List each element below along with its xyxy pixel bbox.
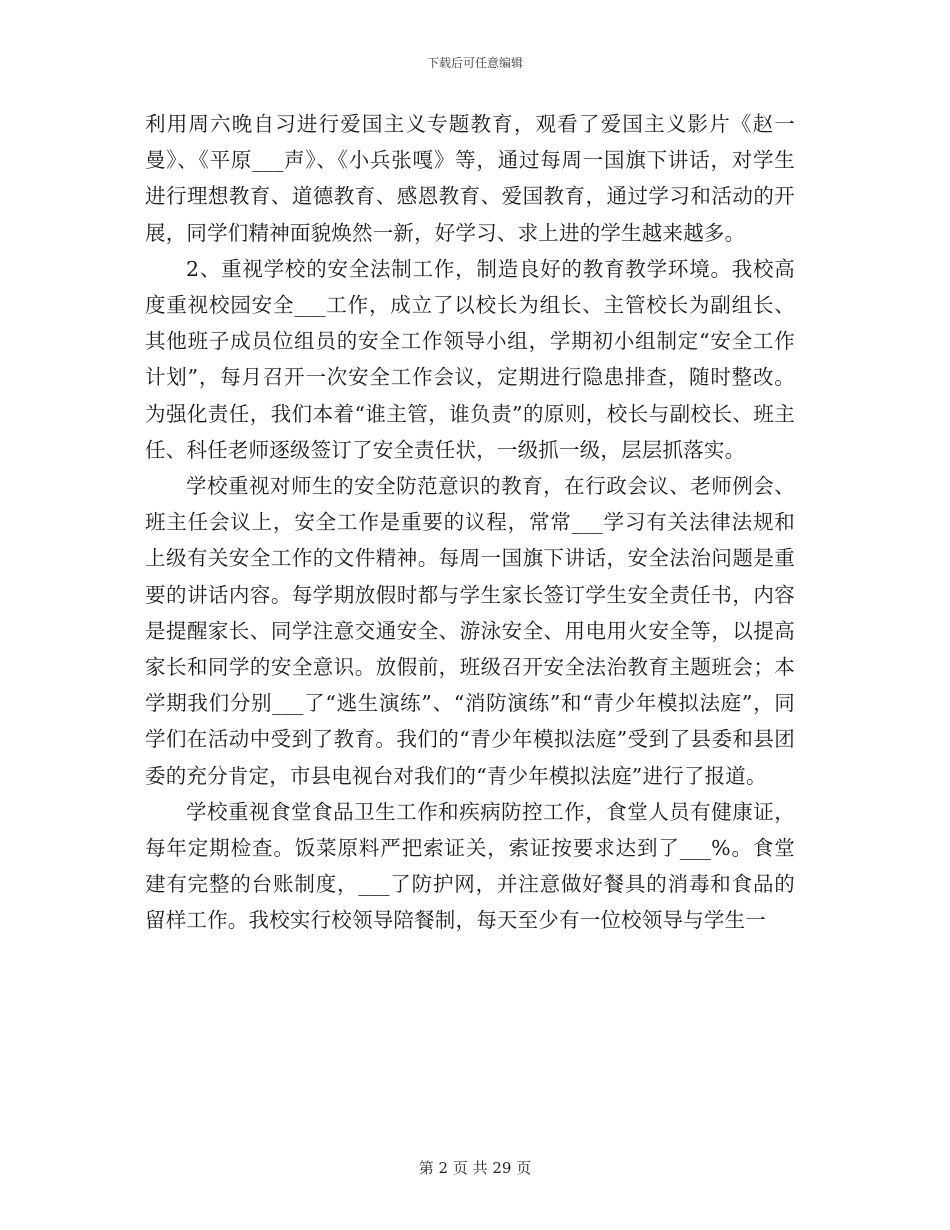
paragraph-3: 学校重视对师生的安全防范意识的教育，在行政会议、老师例会、班主任会议上，安全工作是重要的议程，常常___学习有关法律法规和上级有关安全工作的文件精神。每周一国旗下讲话，安全法治问题是重要的讲话内容。每学期放假时都与学生家长签订学生安全责任书，内容是提醒家长、同学注意交通安全、游泳安全、用电用火安全等，以提高家长和同学的安全意识。放假前，班级召开安全法治教育主题班会；本学期我们分别___了“逃生演练”、“消防演练”和“青少年模拟法庭”，同学们在活动中受到了教育。我们的“青少年模拟法庭”受到了县委和县团委的充分肯定，市县电视台对我们的“青少年模拟法庭”进行了报道。 — [145, 474, 795, 788]
page-number: 第 2 页 共 29 页 — [418, 1159, 532, 1177]
paragraph-4: 学校重视食堂食品卫生工作和疾病防控工作，食堂人员有健康证，每年定期检查。饭菜原料严把索证关，索证按要求达到了___%。食堂建有完整的台账制度，___了防护网，并注意做好餐具的消毒和食品的留样工作。我校实行校领导陪餐制，每天至少有一位校领导与学生一 — [145, 799, 795, 933]
body-text — [145, 106, 795, 939]
paragraph-2: 2、重视学校的安全法制工作，制造良好的教育教学环境。我校高度重视校园安全___工作，成立了以校长为组长、主管校长为副组长、其他班子成员位组员的安全工作领导小组，学期初小组制定“安全工作计划”，每月召开一次安全工作会议，定期进行隐患排查，随时整改。为强化责任，我们本着“谁主管，谁负责”的原则，校长与副校长、班主任、科任老师逐级签订了安全责任状，一级抓一级，层层抓落实。 — [145, 256, 795, 462]
header-note: 下载后可任意编辑 — [426, 56, 523, 70]
paragraph-1: 利用周六晚自习进行爱国主义专题教育，观看了爱国主义影片《赵一曼》、《平原___声》、《小兵张嘎》等，通过每周一国旗下讲话，对学生进行理想教育、道德教育、感恩教育、爱国教育，通过学习和活动的开展，同学们精神面貌焕然一新，好学习、求上进的学生越来越多。 — [145, 112, 795, 245]
